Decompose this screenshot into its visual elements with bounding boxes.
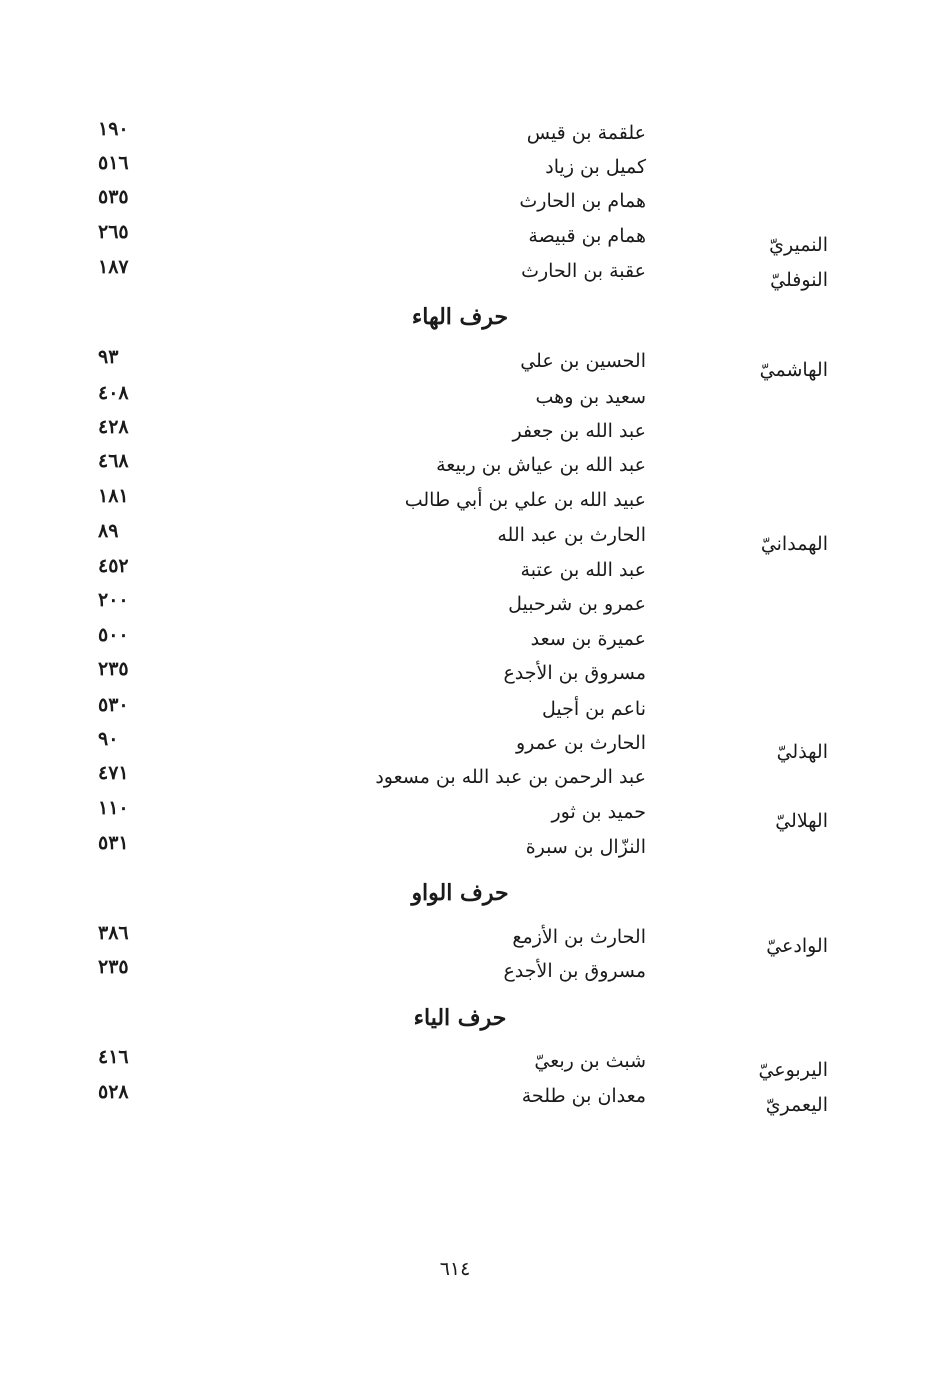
index-entry <box>0 922 952 957</box>
index-entry <box>0 832 952 866</box>
person-name: شبث بن ربعيّ <box>534 1050 646 1072</box>
index-entry <box>0 221 952 256</box>
index-entry <box>0 450 952 484</box>
index-entry <box>0 382 952 416</box>
nisba-label: اليربوعيّ <box>758 1059 828 1081</box>
person-name: حميد بن ثور <box>551 801 646 823</box>
index-entry <box>0 589 952 623</box>
person-name: الحارث بن عمرو <box>516 732 646 754</box>
person-name: كميل بن زياد <box>545 156 646 178</box>
person-name: همام بن الحارث <box>519 190 646 212</box>
section-heading: حرف الواو <box>411 880 509 906</box>
person-name: علقمة بن قيس <box>526 122 646 144</box>
index-entry <box>0 694 952 728</box>
page-ref: ٢٣٥ <box>98 658 129 680</box>
page-ref: ٥٣٠ <box>98 694 129 716</box>
person-name: ناعم بن أجيل <box>541 698 646 720</box>
page-ref: ٣٨٦ <box>98 922 129 944</box>
person-name: مسروق بن الأجدع <box>503 960 646 982</box>
person-name: عبد الرحمن بن عبد الله بن مسعود <box>375 766 646 788</box>
page-ref: ٥٠٠ <box>98 624 129 646</box>
page-ref: ١٩٠ <box>98 118 129 140</box>
person-name: الحارث بن عبد الله <box>497 524 646 546</box>
nisba-label: اليعمريّ <box>765 1094 828 1116</box>
nisba-label: النوفليّ <box>770 269 828 291</box>
page-ref: ٤٦٨ <box>98 450 129 472</box>
person-name: مسروق بن الأجدع <box>503 662 646 684</box>
index-entry <box>0 485 952 519</box>
page-ref: ٢٦٥ <box>98 221 129 243</box>
person-name: سعيد بن وهب <box>535 386 646 408</box>
index-entry <box>0 520 952 555</box>
index-entry <box>0 555 952 589</box>
section-heading: حرف الياء <box>413 1005 507 1031</box>
person-name: عمرو بن شرحبيل <box>508 593 646 615</box>
index-entry <box>0 1081 952 1116</box>
page-ref: ٤٢٨ <box>98 416 129 438</box>
page-ref: ١٨١ <box>98 485 129 507</box>
page-ref: ٤١٦ <box>98 1046 129 1068</box>
section-heading: حرف الهاء <box>411 304 509 330</box>
page-ref: ١١٠ <box>98 797 129 819</box>
page-ref: ٤٥٢ <box>98 555 129 577</box>
person-name: النزّال بن سبرة <box>525 836 646 858</box>
page-ref: ٤٧١ <box>98 762 129 784</box>
person-name: عبد الله بن عياش بن ربيعة <box>436 454 646 476</box>
page-ref: ٢٣٥ <box>98 956 129 978</box>
index-entry <box>0 416 952 450</box>
page-ref: ٥١٦ <box>98 152 129 174</box>
index-entry <box>0 186 952 220</box>
person-name: عميرة بن سعد <box>530 628 646 650</box>
page-number: ٦١٤ <box>439 1258 471 1280</box>
person-name: معدان بن طلحة <box>521 1085 646 1107</box>
person-name: عبد الله بن عتبة <box>520 559 646 581</box>
page-ref: ٥٢٨ <box>98 1081 129 1103</box>
index-entry <box>0 797 952 832</box>
person-name: همام بن قبيصة <box>528 225 646 247</box>
page-ref: ٤٠٨ <box>98 382 129 404</box>
nisba-label: النميريّ <box>769 234 828 256</box>
index-entry <box>0 1046 952 1081</box>
page-ref: ٢٠٠ <box>98 589 129 611</box>
index-entry <box>0 956 952 990</box>
person-name: عقبة بن الحارث <box>521 260 646 282</box>
person-name: الحسين بن علي <box>520 350 646 372</box>
nisba-label: الوادعيّ <box>766 935 828 957</box>
index-entry <box>0 762 952 796</box>
person-name: عبد الله بن جعفر <box>512 420 646 442</box>
page-ref: ٥٣٥ <box>98 186 129 208</box>
nisba-label: الهذليّ <box>776 741 828 763</box>
index-entry <box>0 256 952 291</box>
nisba-label: الهمدانيّ <box>760 533 828 555</box>
page-ref: ٩٣ <box>98 346 119 368</box>
index-entry <box>0 728 952 763</box>
page-ref: ٩٠ <box>98 728 119 750</box>
index-entry <box>0 624 952 658</box>
index-entry <box>0 118 952 152</box>
page-ref: ٥٣١ <box>98 832 129 854</box>
nisba-label: الهلاليّ <box>775 810 828 832</box>
page-ref: ٨٩ <box>98 520 119 542</box>
person-name: الحارث بن الأزمع <box>512 926 646 948</box>
index-entry <box>0 658 952 692</box>
nisba-label: الهاشميّ <box>759 359 828 381</box>
index-entry <box>0 346 952 381</box>
index-entry <box>0 152 952 186</box>
person-name: عبيد الله بن علي بن أبي طالب <box>404 489 646 511</box>
page-ref: ١٨٧ <box>98 256 129 278</box>
